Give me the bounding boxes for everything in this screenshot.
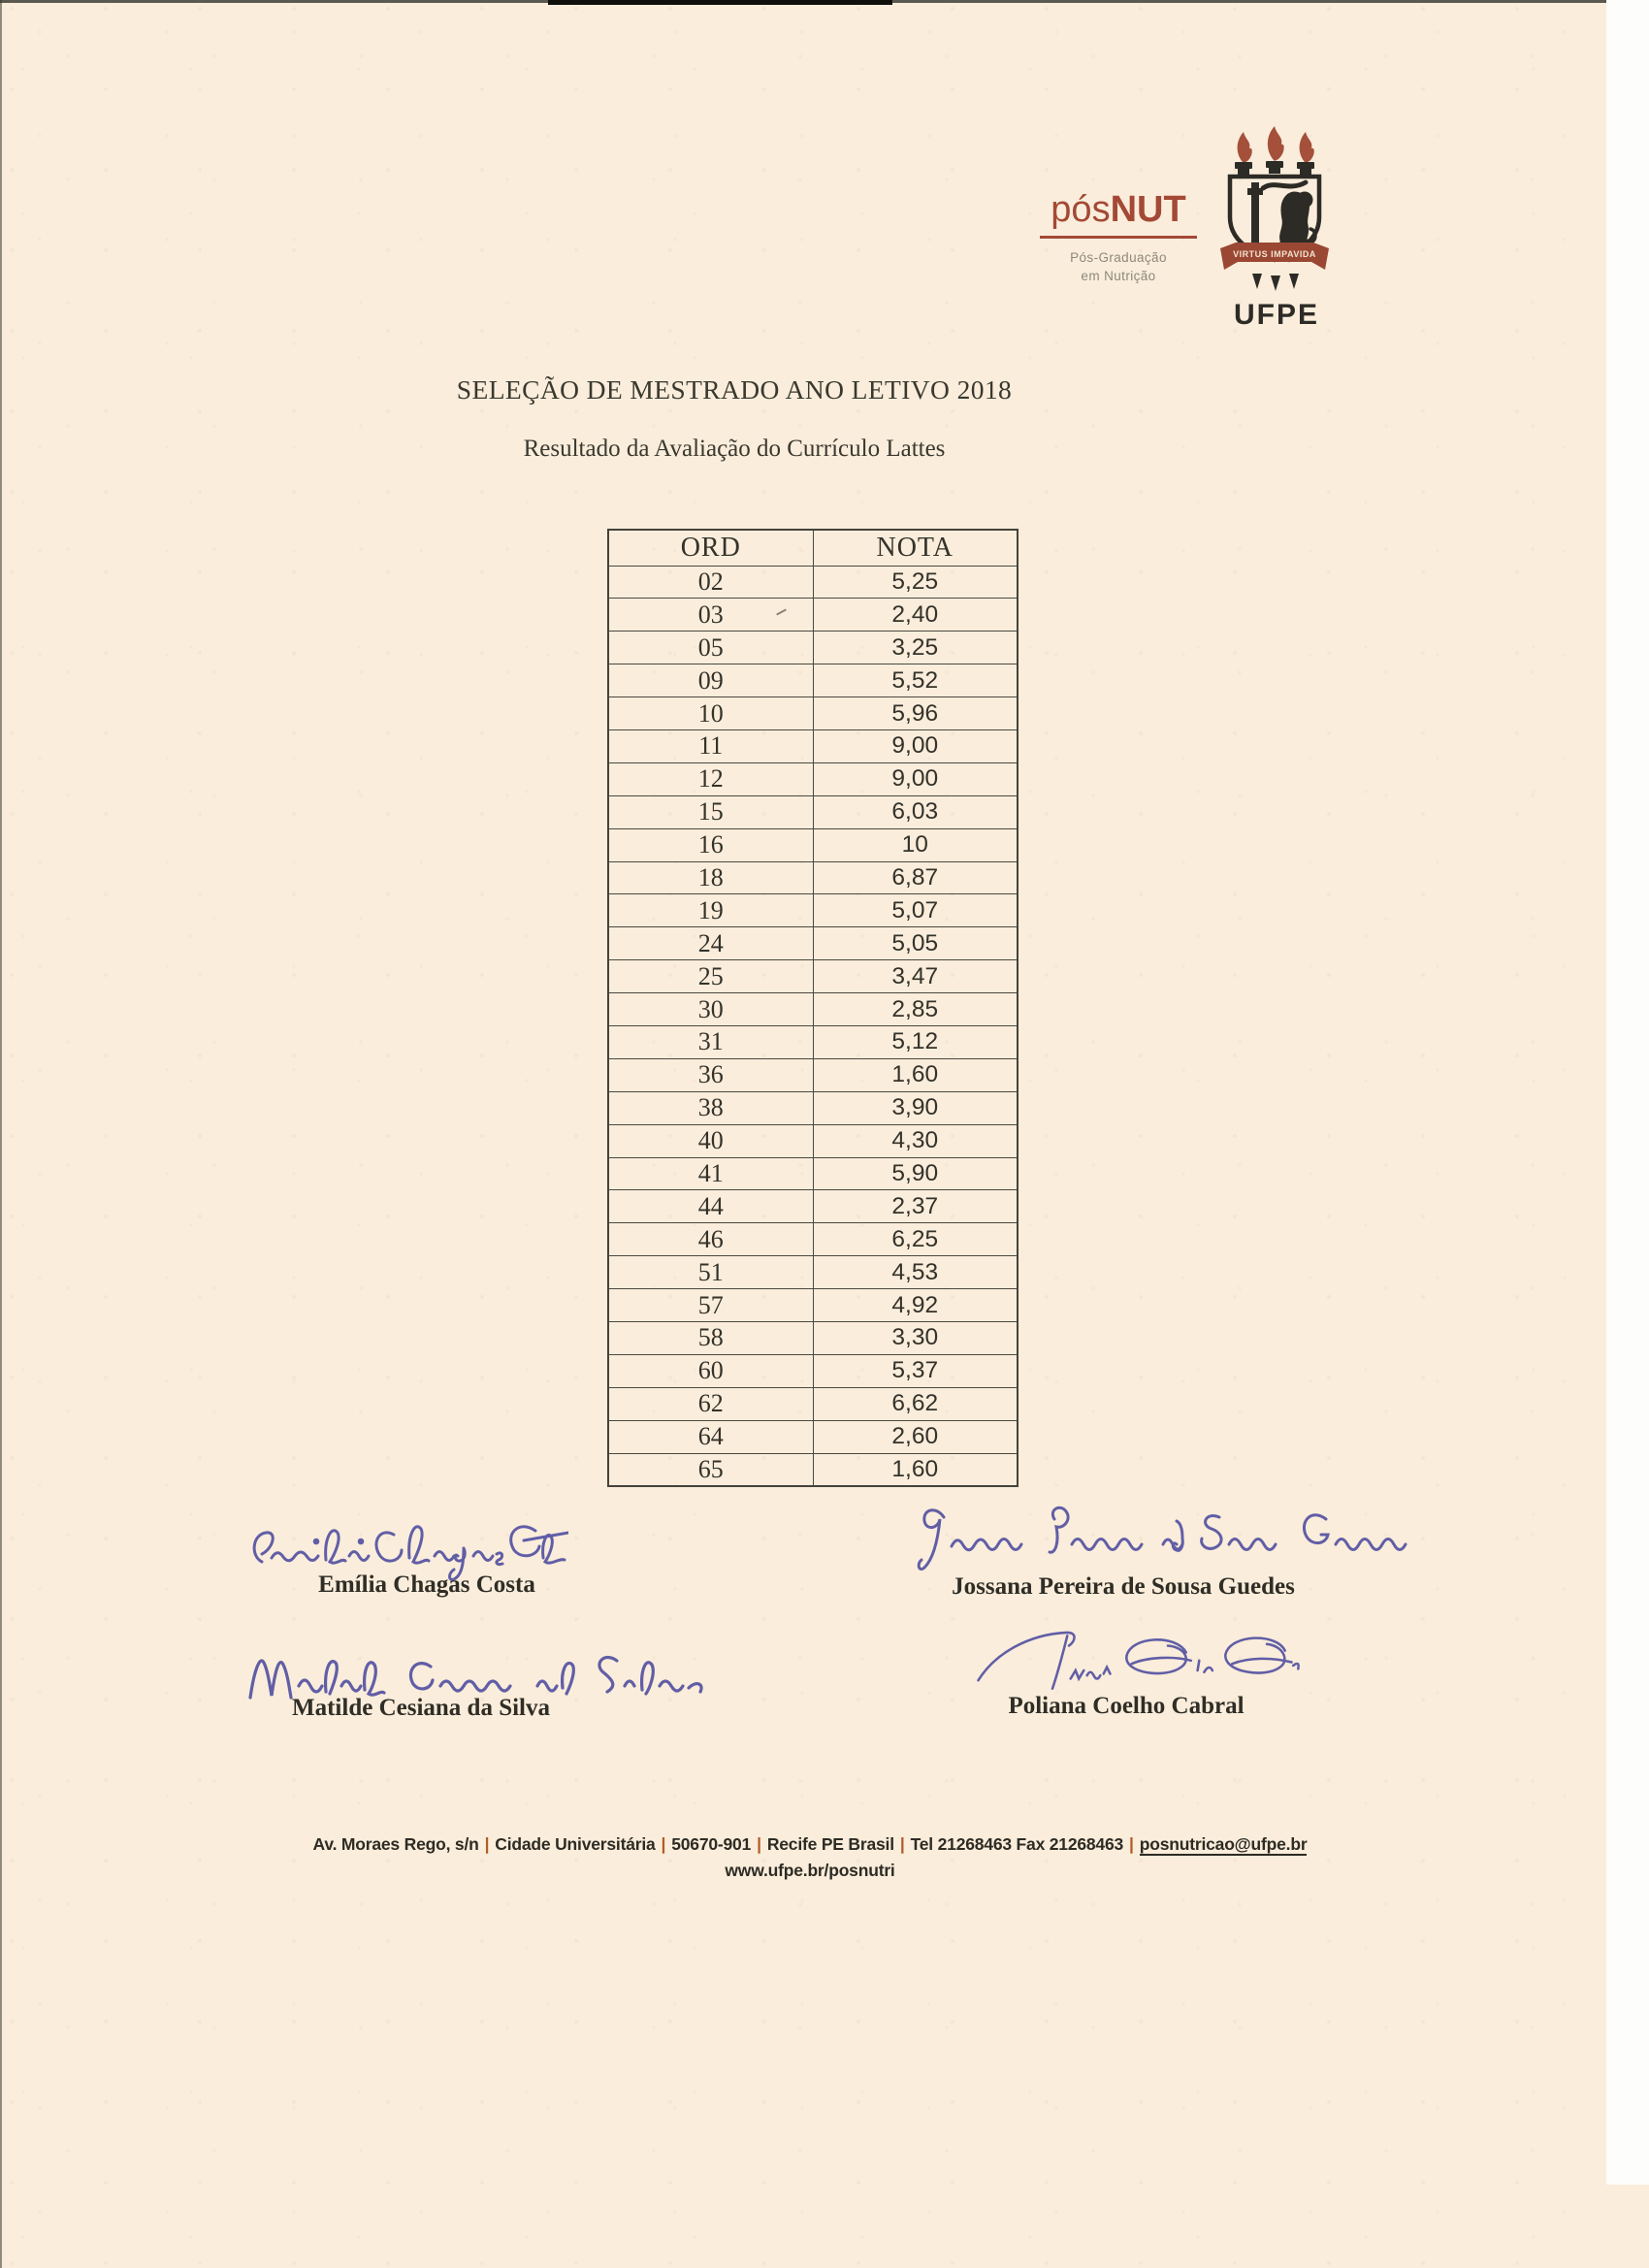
nota-cell: 10 (813, 828, 1018, 861)
signature-ink-jossana (917, 1502, 1421, 1579)
heading-block (395, 374, 1074, 463)
printed-name: Poliana Coelho Cabral (1008, 1693, 1245, 1719)
ord-cell: 05 (608, 632, 813, 664)
nota-cell: 5,90 (813, 1157, 1018, 1190)
ord-cell: 12 (608, 762, 813, 795)
nota-cell: 2,60 (813, 1420, 1018, 1453)
ord-cell: 64 (608, 1420, 813, 1453)
footer-address-part: Cidade Universitária (495, 1834, 656, 1854)
table-row (608, 1058, 1018, 1091)
nota-cell: 4,53 (813, 1256, 1018, 1289)
ord-cell: 40 (608, 1124, 813, 1157)
nota-cell: 9,00 (813, 729, 1018, 762)
paper-bottom-edge (1606, 2185, 1649, 2268)
table-row (608, 993, 1018, 1026)
nota-cell: 1,60 (813, 1453, 1018, 1486)
table-row (608, 1289, 1018, 1322)
table-row (608, 1420, 1018, 1453)
nota-cell: 2,40 (813, 599, 1018, 632)
nota-cell: 5,96 (813, 697, 1018, 730)
ufpe-motto-text: VIRTUS IMPAVIDA (1233, 249, 1316, 259)
scan-top-edge-dark-segment (548, 0, 892, 5)
ord-cell: 31 (608, 1025, 813, 1058)
ord-cell: 58 (608, 1321, 813, 1354)
table-row (608, 1256, 1018, 1289)
nota-cell: 4,92 (813, 1289, 1018, 1322)
column-header-nota: NOTA (813, 530, 1018, 566)
ord-cell: 25 (608, 960, 813, 993)
results-table (607, 529, 1018, 1487)
table-row (608, 960, 1018, 993)
ord-cell: 16 (608, 828, 813, 861)
ord-cell: 19 (608, 894, 813, 927)
nota-cell: 6,62 (813, 1387, 1018, 1420)
posnut-logo-rule (1040, 236, 1197, 239)
table-row (608, 1025, 1018, 1058)
nota-cell: 5,12 (813, 1025, 1018, 1058)
nota-cell: 6,87 (813, 861, 1018, 894)
footer-address-part: Recife PE Brasil (766, 1834, 894, 1854)
nota-cell: 4,30 (813, 1124, 1018, 1157)
table-row (608, 632, 1018, 664)
posnut-tagline-line2: em Nutrição (1081, 269, 1156, 284)
table-header-row (608, 530, 1018, 566)
printed-name: Emília Chagas Costa (318, 1571, 535, 1598)
ord-cell: 41 (608, 1157, 813, 1190)
footer-address-part: Tel 21268463 Fax 21268463 (910, 1834, 1124, 1854)
posnut-tagline-line1: Pós-Graduação (1070, 249, 1167, 265)
torch-flame-icon (1235, 126, 1314, 175)
nota-cell: 2,85 (813, 993, 1018, 1026)
nota-cell: 5,25 (813, 566, 1018, 599)
ord-cell: 38 (608, 1091, 813, 1124)
table-row (608, 599, 1018, 632)
table-row (608, 729, 1018, 762)
printed-name: Matilde Cesiana da Silva (292, 1695, 550, 1721)
footer-separator: | (484, 1834, 490, 1854)
ord-cell: 51 (608, 1256, 813, 1289)
table-row (608, 1124, 1018, 1157)
banner-drops (1252, 274, 1299, 291)
nota-cell: 3,30 (813, 1321, 1018, 1354)
footer-separator: | (899, 1834, 905, 1854)
table-row (608, 1157, 1018, 1190)
footer-separator: | (757, 1834, 761, 1854)
ord-cell: 62 (608, 1387, 813, 1420)
printed-name: Jossana Pereira de Sousa Guedes (952, 1573, 1295, 1600)
ord-cell: 15 (608, 795, 813, 828)
ord-cell: 03 (608, 599, 813, 632)
table-row (608, 664, 1018, 697)
document-title: SELEÇÃO DE MESTRADO ANO LETIVO 2018 (456, 374, 1013, 405)
footer-address-part: Av. Moraes Rego, s/n (312, 1834, 479, 1854)
ord-cell: 11 (608, 729, 813, 762)
ord-cell: 18 (608, 861, 813, 894)
nota-cell: 3,90 (813, 1091, 1018, 1124)
document-subtitle: Resultado da Avaliação do Currículo Lattes (523, 436, 946, 462)
nota-cell: 6,03 (813, 795, 1018, 828)
table-row (608, 1190, 1018, 1223)
table-row (608, 1321, 1018, 1354)
nota-cell: 5,05 (813, 927, 1018, 960)
footer-separator: | (1129, 1834, 1134, 1854)
table-row (608, 795, 1018, 828)
nota-cell: 1,60 (813, 1058, 1018, 1091)
posnut-logo (1026, 190, 1211, 286)
ord-cell: 65 (608, 1453, 813, 1486)
footer-address-part: 50670-901 (671, 1834, 752, 1854)
table-row (608, 828, 1018, 861)
posnut-wordmark (1026, 190, 1211, 231)
table-row (608, 1387, 1018, 1420)
table-row (608, 1091, 1018, 1124)
table-row (608, 861, 1018, 894)
posnut-wordmark-prefix: pós (1051, 189, 1111, 230)
footer-separator: | (661, 1834, 666, 1854)
table-row (608, 1453, 1018, 1486)
ord-cell: 30 (608, 993, 813, 1026)
ord-cell: 46 (608, 1223, 813, 1256)
ord-cell: 09 (608, 664, 813, 697)
nota-cell: 6,25 (813, 1223, 1018, 1256)
ord-cell: 02 (608, 566, 813, 599)
scan-left-edge (0, 0, 2, 2268)
footer-address-line (291, 1834, 1329, 1855)
posnut-tagline (1026, 248, 1211, 286)
ord-cell: 24 (608, 927, 813, 960)
ord-cell: 10 (608, 697, 813, 730)
table-row (608, 894, 1018, 927)
ord-cell: 36 (608, 1058, 813, 1091)
ufpe-crest-icon (1218, 126, 1331, 297)
nota-cell: 3,47 (813, 960, 1018, 993)
table-row (608, 566, 1018, 599)
table-row (608, 697, 1018, 730)
table-row (608, 762, 1018, 795)
ord-cell: 44 (608, 1190, 813, 1223)
ord-cell: 60 (608, 1354, 813, 1387)
table-row (608, 927, 1018, 960)
nota-cell: 5,52 (813, 664, 1018, 697)
nota-cell: 2,37 (813, 1190, 1018, 1223)
posnut-wordmark-suffix: NUT (1110, 189, 1186, 230)
table-row (608, 1354, 1018, 1387)
footer (291, 1834, 1329, 1881)
footer-website: www.ufpe.br/posnutri (725, 1861, 895, 1880)
table-row (608, 1223, 1018, 1256)
column-header-ord: ORD (608, 530, 813, 566)
ord-cell: 57 (608, 1289, 813, 1322)
nota-cell: 5,37 (813, 1354, 1018, 1387)
ufpe-acronym-label: UFPE (1233, 299, 1319, 331)
nota-cell: 5,07 (813, 894, 1018, 927)
scanner-gutter (1606, 0, 1649, 2185)
nota-cell: 3,25 (813, 632, 1018, 664)
footer-email-link: posnutricao@ufpe.br (1139, 1834, 1308, 1854)
nota-cell: 9,00 (813, 762, 1018, 795)
